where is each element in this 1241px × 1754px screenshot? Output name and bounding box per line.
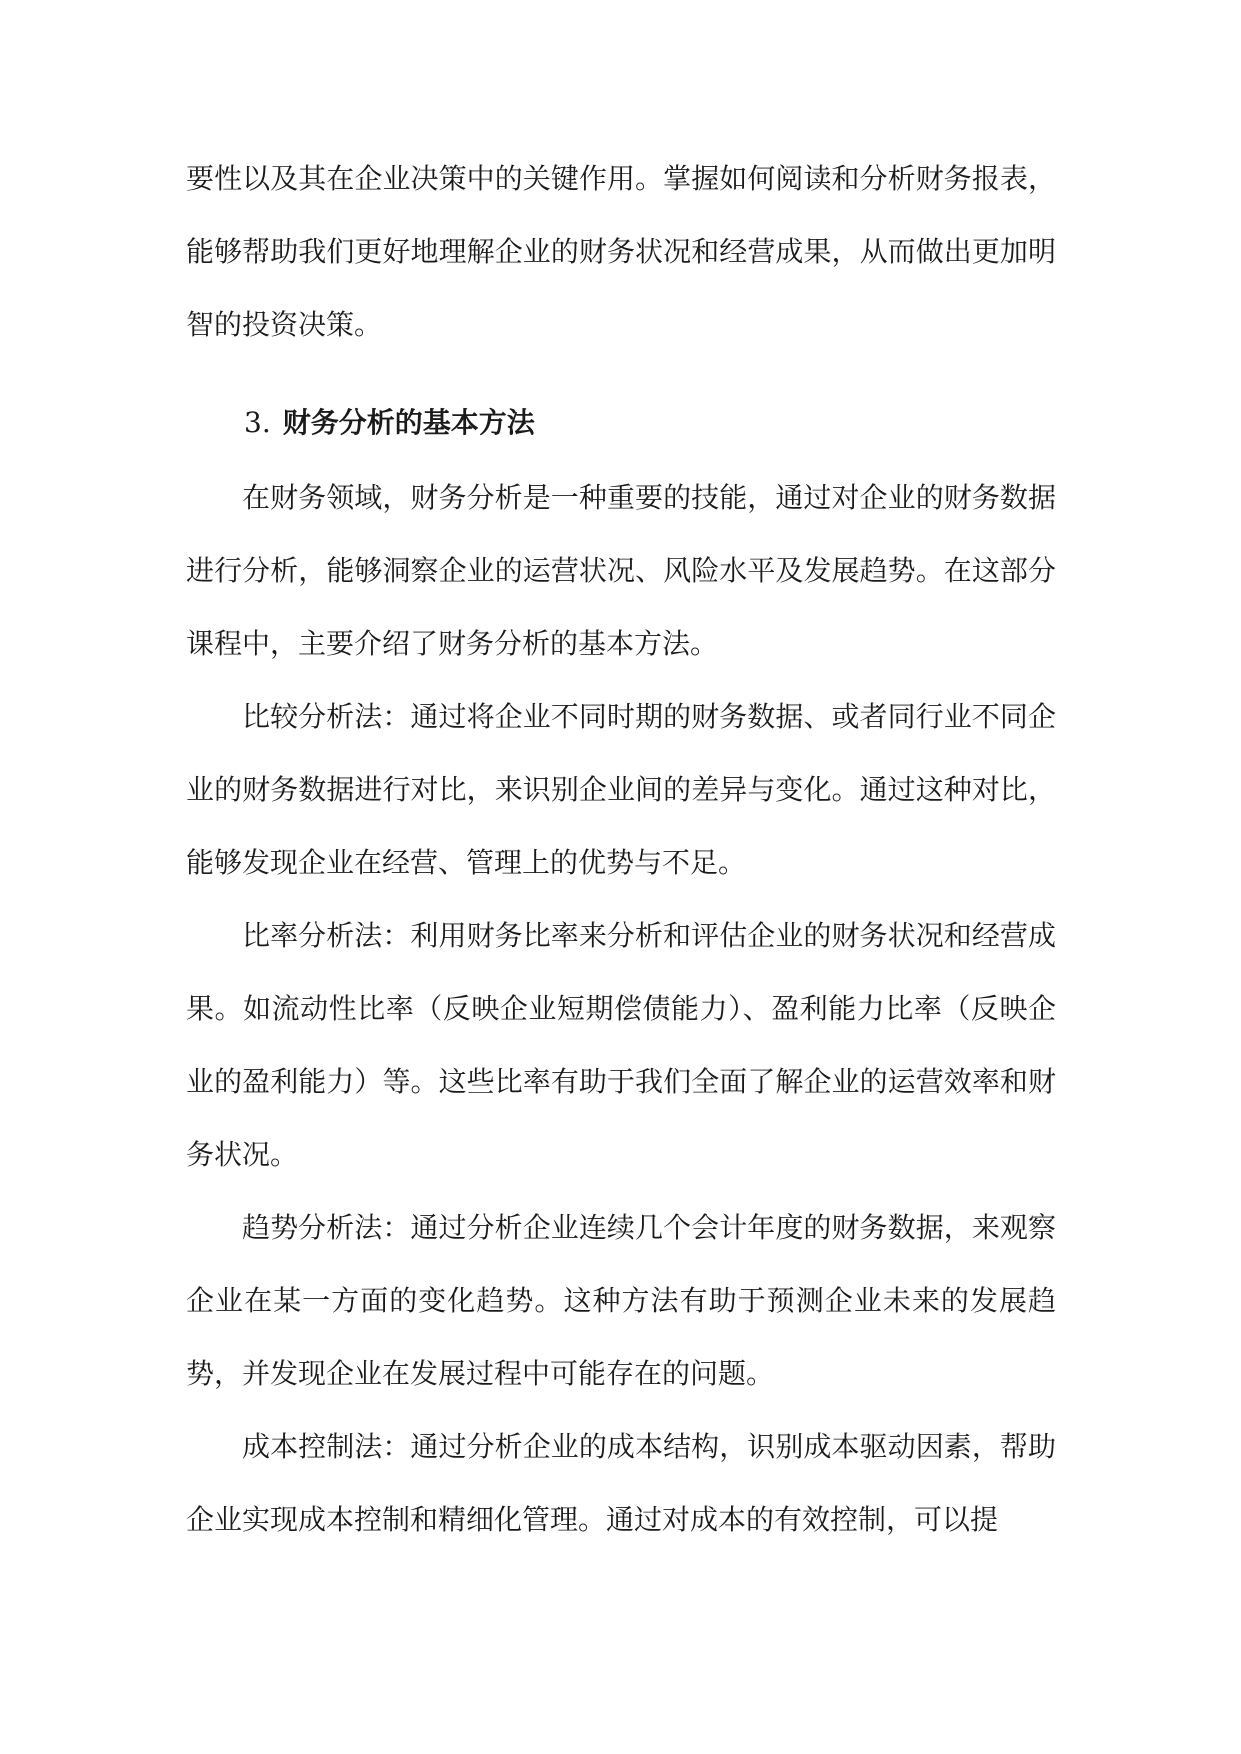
- paragraph-intro: 在财务领域，财务分析是一种重要的技能，通过对企业的财务数据进行分析，能够洞察企业的运营状况、风险水平及发展趋势。在这部分课程中，主要介绍了财务分析的基本方法。: [186, 481, 1056, 660]
- paragraph-cost-control-method: 成本控制法：通过分析企业的成本结构，识别成本驱动因素，帮助企业实现成本控制和精细化管理。通过对成本的有效控制，可以提: [186, 1430, 1056, 1536]
- paragraph-trend-method: 趋势分析法：通过分析企业连续几个会计年度的财务数据，来观察企业在某一方面的变化趋势。这种方法有助于预测企业未来的发展趋势，并发现企业在发展过程中可能存在的问题。: [186, 1211, 1056, 1390]
- section-heading: [186, 386, 1056, 459]
- section-number: 3.: [244, 406, 271, 439]
- continuation-paragraph: 要性以及其在企业决策中的关键作用。掌握如何阅读和分析财务报表，能够帮助我们更好地理解企业的财务状况和经营成果，从而做出更加明智的投资决策。: [186, 162, 1056, 341]
- section-title: 财务分析的基本方法: [282, 406, 535, 439]
- document-body: [186, 142, 1056, 1556]
- paragraph-ratio-method: 比率分析法：利用财务比率来分析和评估企业的财务状况和经营成果。如流动性比率（反映企业短期偿债能力）、盈利能力比率（反映企业的盈利能力）等。这些比率有助于我们全面了解企业的运营效率和财务状况。: [186, 919, 1056, 1171]
- paragraph-comparison-method: 比较分析法：通过将企业不同时期的财务数据、或者同行业不同企业的财务数据进行对比，来识别企业间的差异与变化。通过这种对比，能够发现企业在经营、管理上的优势与不足。: [186, 700, 1056, 879]
